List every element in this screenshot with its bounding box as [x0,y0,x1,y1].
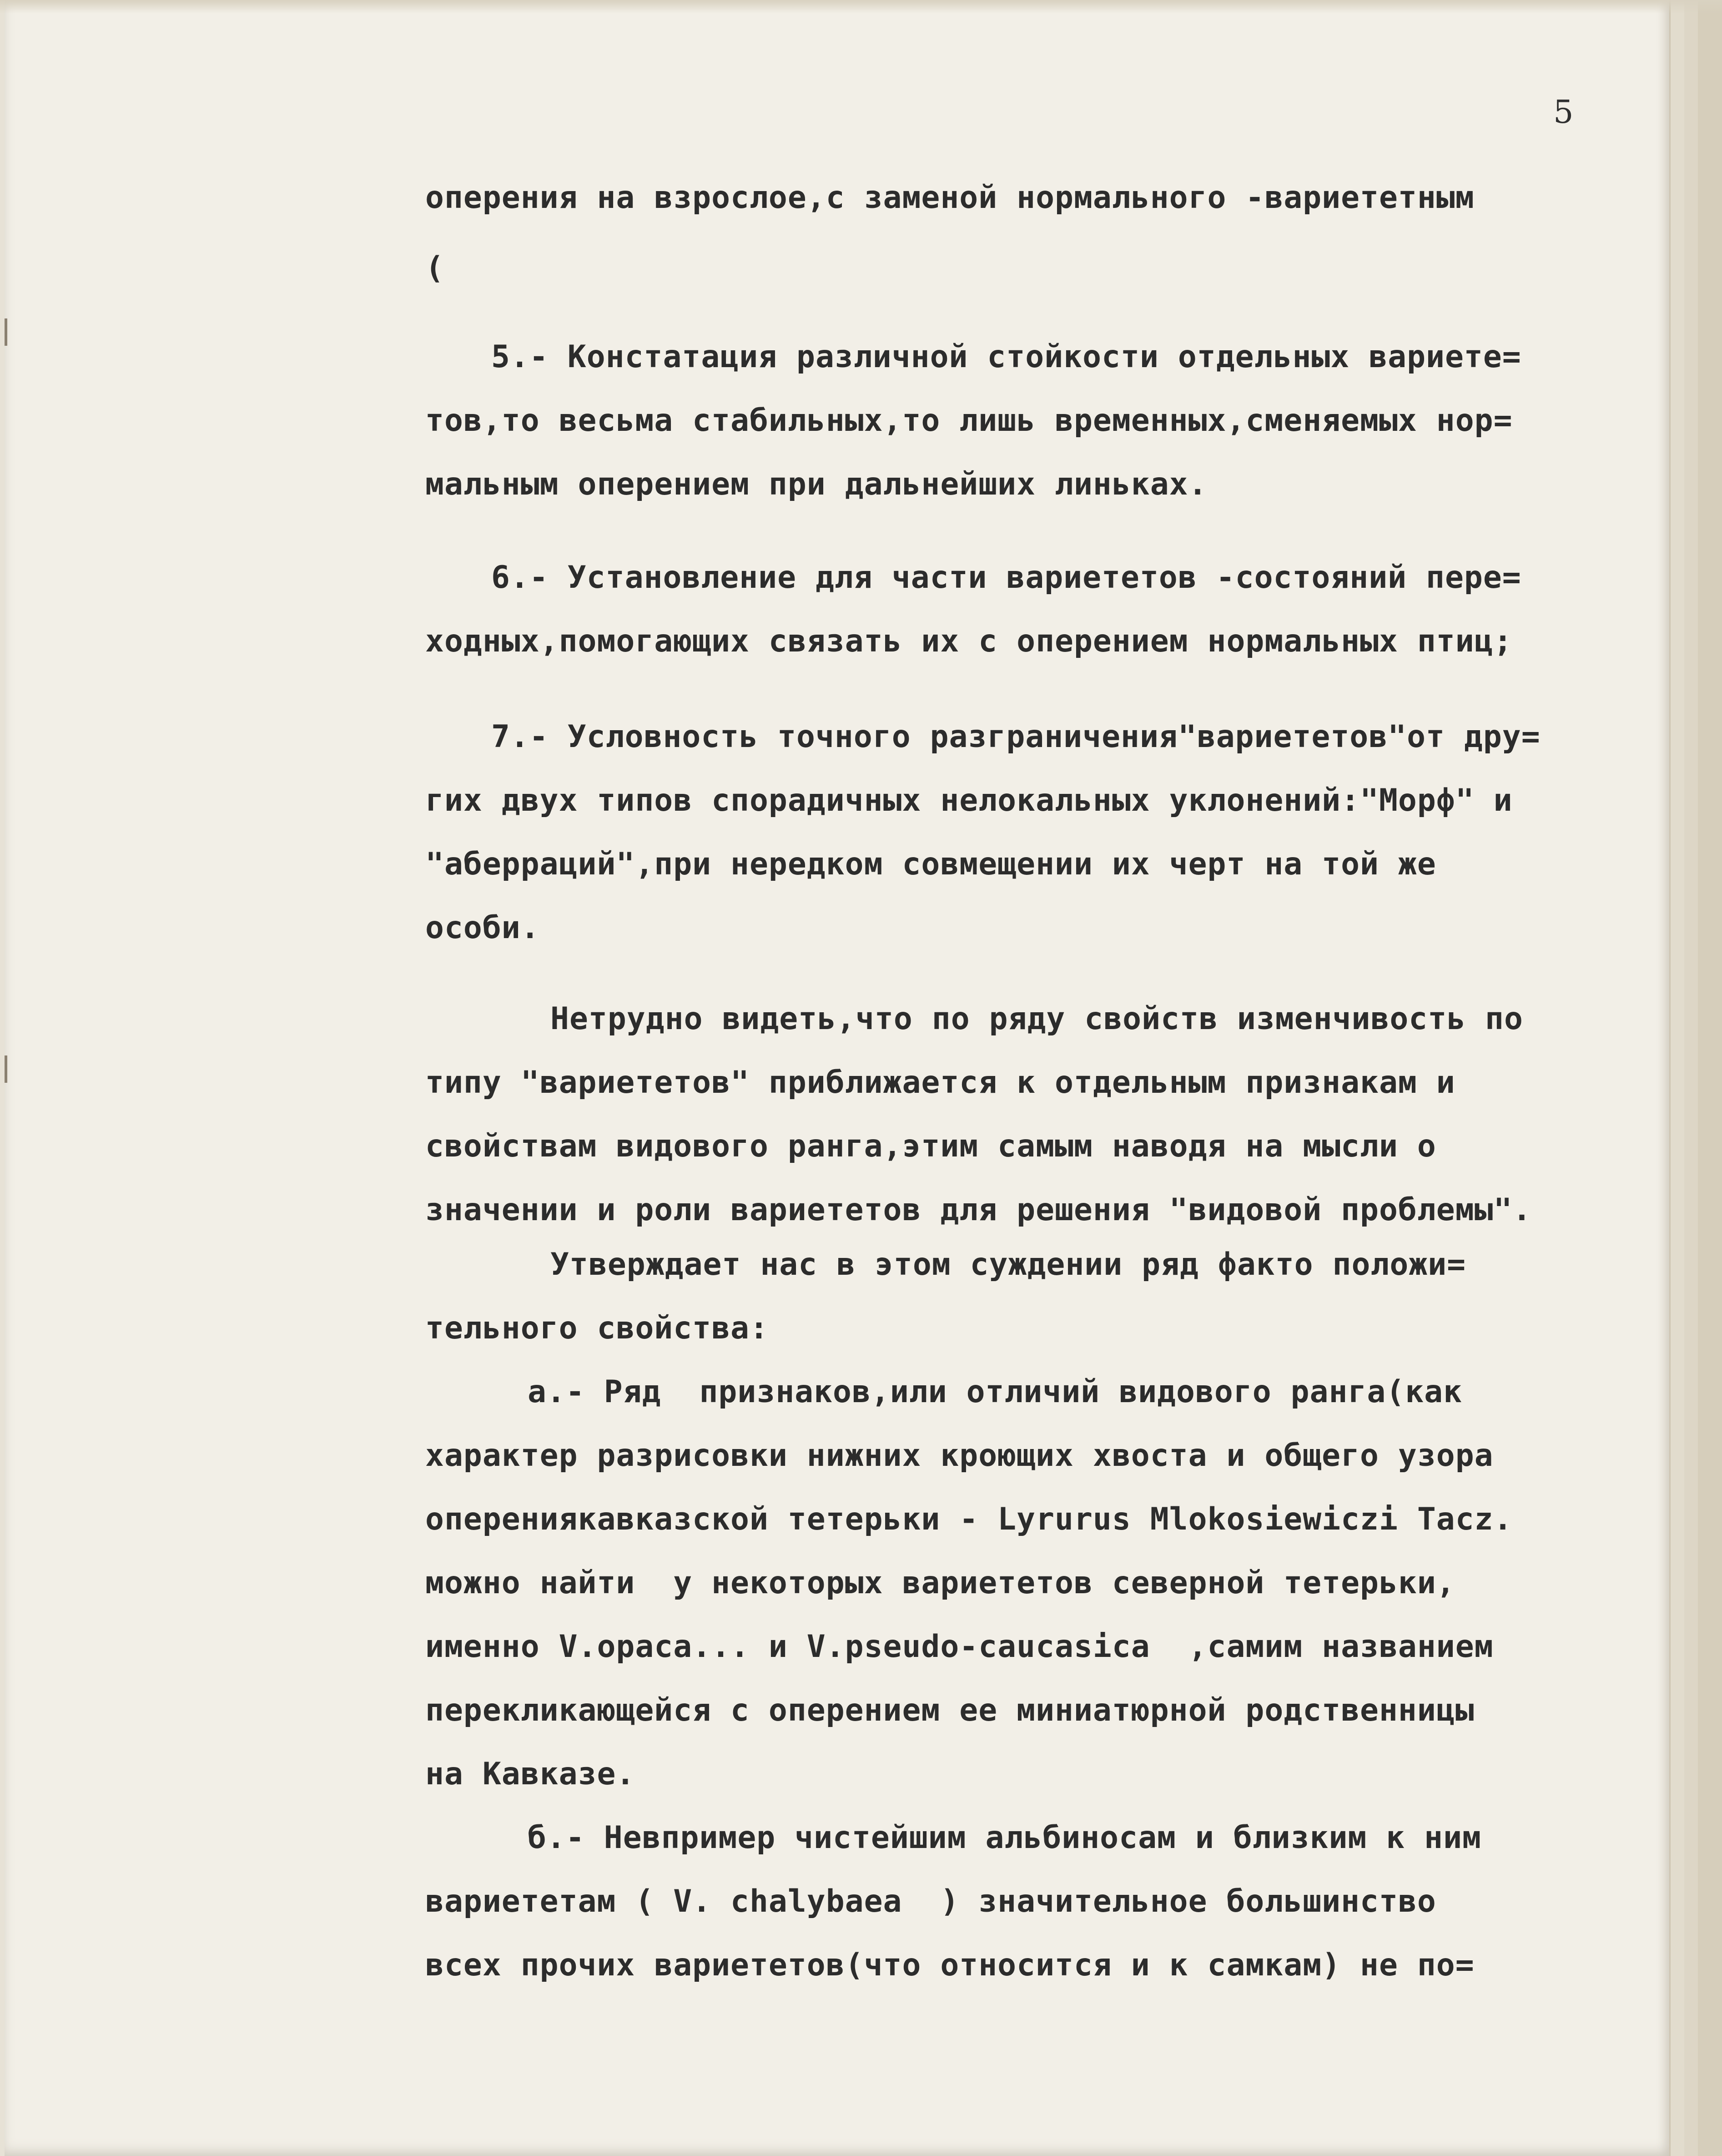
page-number: 5 [1553,93,1574,131]
text-line: б.- Невпример чистейшим альбиносам и близким к ним [528,1820,1481,1856]
text-line: оперения на взрослое,с заменой нормального -вариететным [425,180,1475,216]
binding-mark [5,318,7,346]
document-page [5,0,1669,2156]
text-line: 5.- Констатация различной стойкости отдельных вариете= [491,339,1521,375]
top-shadow [0,0,1722,14]
text-line: "аберраций",при нередком совмещении их черт на той же [425,846,1436,882]
page-edge-back [1697,0,1722,2156]
text-line: Утверждает нас в этом суждении ряд факто положи= [550,1247,1466,1282]
text-line: перекликающейся с оперением ее миниатюрной родственницы [425,1692,1475,1728]
text-line: тельного свойства: [425,1310,769,1346]
text-line: 7.- Условность точного разграничения"вариететов"от дру= [491,719,1541,755]
text-line: можно найти у некоторых вариететов северной тетерьки, [425,1565,1455,1601]
text-line: ходных,помогающих связать их с оперением нормальных птиц; [425,623,1513,659]
text-line: свойствам видового ранга,этим самым наводя на мысли о [425,1128,1436,1164]
text-line: а.- Ряд признаков,или отличий видового ранга(как [528,1374,1463,1410]
text-line: именно V.opaca... и V.pseudo-caucasica ,самим названием [425,1629,1494,1665]
page-edge-front [1669,0,1684,2156]
text-line: оперениякавказской тетерьки - Lyrurus Mlokosiewiczi Tacz. [425,1501,1513,1537]
page-edge-middle [1683,0,1698,2156]
text-line: всех прочих вариететов(что относится и к самкам) не по= [425,1947,1475,1983]
text-line: Нетрудно видеть,что по ряду свойств изменчивость по [550,1001,1523,1037]
text-line: 6.- Установление для части вариететов -состояний пере= [491,560,1521,596]
text-line: тов,то весьма стабильных,то лишь временных,сменяемых нор= [425,403,1513,439]
text-line: типу "вариететов" приближается к отдельным признакам и [425,1065,1455,1101]
text-line: гих двух типов спорадичных нелокальных уклонений:"Морф" и [425,783,1513,818]
text-line: характер разрисовки нижних кроющих хвоста и общего узора [425,1438,1494,1474]
text-line: ( [425,250,444,286]
text-line: значении и роли вариететов для решения "видовой проблемы". [425,1192,1532,1228]
text-line: мальным оперением при дальнейших линьках. [425,466,1208,502]
text-line: особи. [425,910,540,946]
text-line: вариететам ( V. chalybaea ) значительное большинство [425,1883,1436,1919]
binding-mark [5,1055,7,1083]
text-line: на Кавказе. [425,1756,635,1792]
